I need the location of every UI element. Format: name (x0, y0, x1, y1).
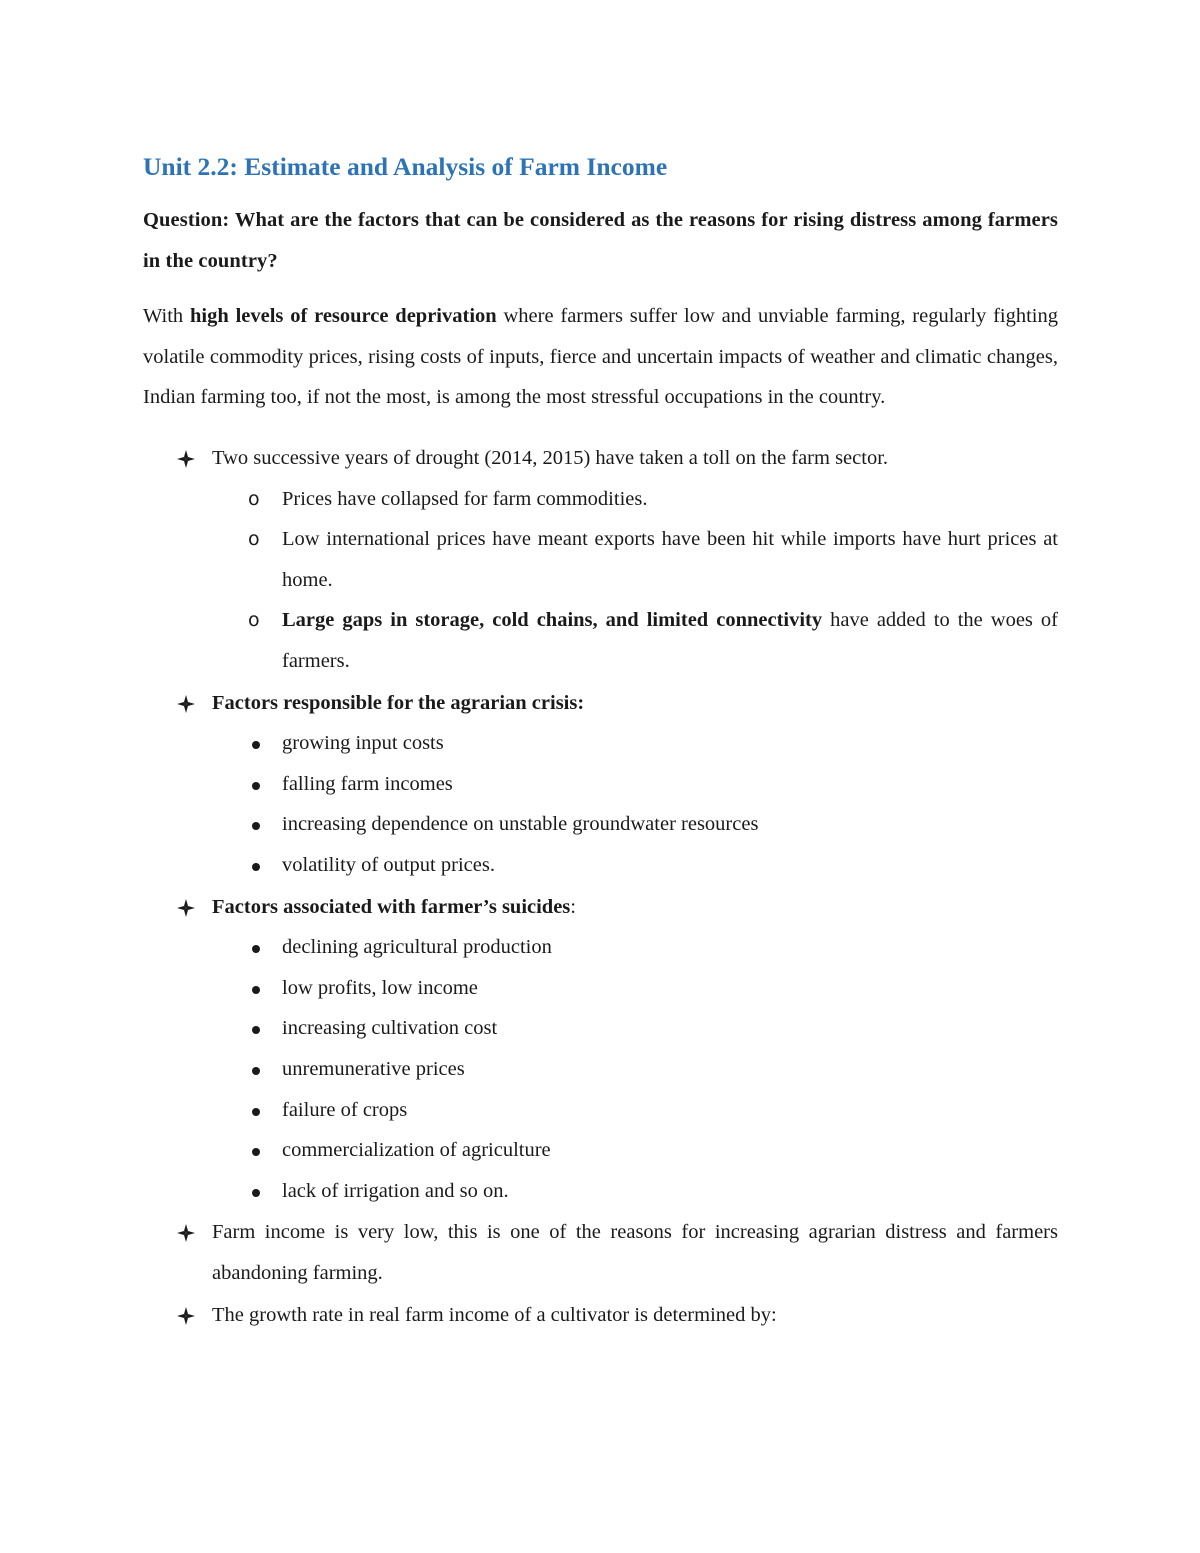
dot-bullet-icon (252, 1067, 260, 1075)
sub-list-item-text: have added to the woes of farmers. (282, 609, 1058, 673)
sub-list-item-text: declining agricultural production (282, 936, 552, 959)
sub-list (212, 927, 1058, 1211)
list-item (143, 887, 1058, 1212)
list-item (143, 1295, 1058, 1336)
question-text: Question: What are the factors that can be considered as the reasons for rising distress among farmers in the country? (143, 209, 1058, 272)
sub-list-item-text: growing input costs (282, 732, 444, 755)
list-item (143, 683, 1058, 886)
circle-bullet-icon: o (248, 487, 260, 510)
dot-bullet-icon (252, 863, 260, 871)
dot-bullet-icon (252, 1148, 260, 1156)
sub-list-item (212, 1130, 1058, 1171)
sub-list-item (212, 723, 1058, 764)
sub-list-item (212, 764, 1058, 805)
intro-rest: where farmers suffer low and unviable farming, regularly fighting volatile commodity prices, rising costs of inputs, fierce and uncertain impacts of weather and climatic changes, Indian farming too, if not the most, is among the most stressful occupations in the country. (143, 305, 1059, 409)
diamond-bullet-icon (177, 1224, 195, 1242)
sub-list-item (212, 804, 1058, 845)
circle-bullet-icon: o (248, 609, 260, 632)
document-page (143, 148, 1058, 1336)
list-item (143, 1212, 1058, 1293)
sub-list-item (212, 845, 1058, 886)
sub-list-item-text: low profits, low income (282, 976, 478, 999)
dot-bullet-icon (252, 945, 260, 953)
sub-list-item-text: Low international prices have meant exports have been hit while imports have hurt prices at home. (282, 528, 1058, 591)
intro-paragraph (143, 296, 1058, 418)
list-item-text: Two successive years of drought (2014, 2015) have taken a toll on the farm sector. (212, 447, 889, 470)
main-list (143, 438, 1058, 1335)
sub-list-item-text: increasing dependence on unstable groundwater resources (282, 813, 759, 836)
list-item-text: Farm income is very low, this is one of the reasons for increasing agrarian distress and farmers abandoning farming. (212, 1221, 1058, 1284)
sub-list-item-text: failure of crops (282, 1098, 408, 1121)
sub-list-item (212, 1171, 1058, 1212)
sub-list-item-text: lack of irrigation and so on. (282, 1179, 509, 1202)
list-item-heading: Factors responsible for the agrarian crisis: (212, 691, 585, 714)
sub-list-item (212, 968, 1058, 1009)
sub-list-item-text: increasing cultivation cost (282, 1017, 498, 1040)
sub-list-item (212, 519, 1058, 600)
sub-list-item (212, 479, 1058, 520)
dot-bullet-icon (252, 822, 260, 830)
dot-bullet-icon (252, 1026, 260, 1034)
sub-list-item-bold: Large gaps in storage, cold chains, and limited connectivity (282, 609, 823, 632)
sub-list (212, 723, 1058, 885)
sub-list-item (212, 600, 1058, 681)
sub-list-item-text: falling farm incomes (282, 772, 453, 795)
sub-list-item-text: Prices have collapsed for farm commodities. (282, 487, 648, 510)
dot-bullet-icon (252, 741, 260, 749)
list-item-heading-suffix: : (570, 895, 576, 918)
dot-bullet-icon (252, 986, 260, 994)
sub-list (212, 479, 1058, 682)
sub-list-item-text: commercialization of agriculture (282, 1139, 551, 1162)
diamond-bullet-icon (177, 899, 195, 917)
sub-list-item (212, 927, 1058, 968)
sub-list-item (212, 1008, 1058, 1049)
list-item (143, 438, 1058, 682)
dot-bullet-icon (252, 1108, 260, 1116)
intro-lead: With (143, 305, 190, 327)
circle-bullet-icon: o (248, 528, 260, 551)
list-item-text: The growth rate in real farm income of a cultivator is determined by: (212, 1303, 777, 1326)
sub-list-item (212, 1090, 1058, 1131)
diamond-bullet-icon (177, 695, 195, 713)
sub-list-item-text: unremunerative prices (282, 1058, 465, 1081)
intro-bold: high levels of resource deprivation (190, 305, 497, 327)
list-item-heading: Factors associated with farmer’s suicides (212, 895, 571, 918)
dot-bullet-icon (252, 782, 260, 790)
diamond-bullet-icon (177, 1307, 195, 1325)
page-title: Unit 2.2: Estimate and Analysis of Farm Income (143, 152, 668, 181)
sub-list-item (212, 1049, 1058, 1090)
dot-bullet-icon (252, 1189, 260, 1197)
diamond-bullet-icon (177, 450, 195, 468)
sub-list-item-text: volatility of output prices. (282, 854, 495, 877)
